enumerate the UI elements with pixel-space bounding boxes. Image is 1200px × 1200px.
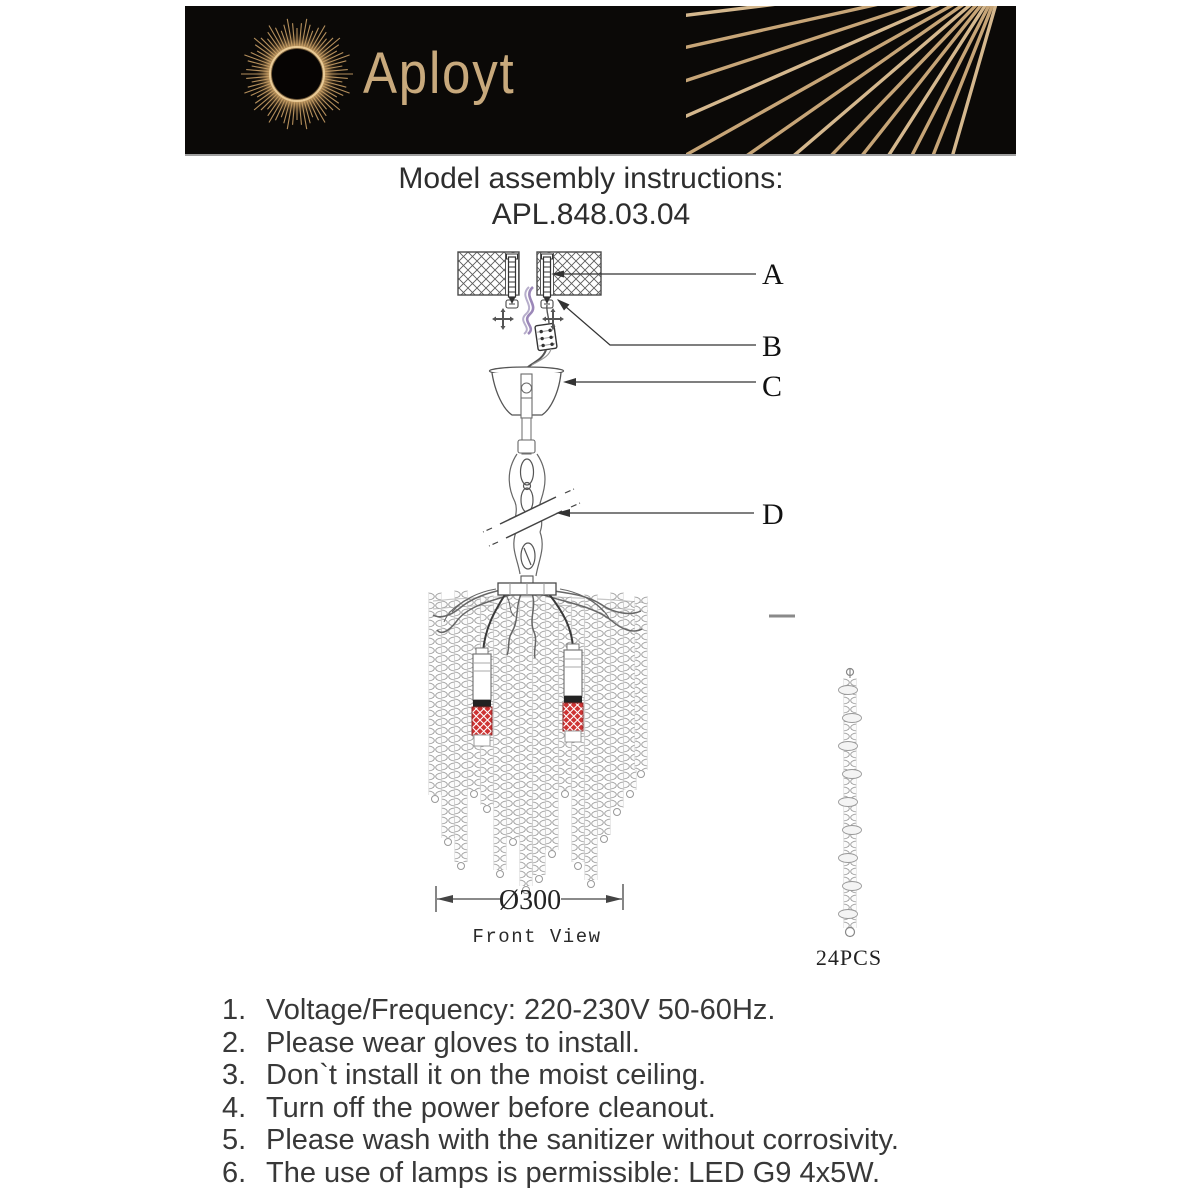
instruction-item <box>222 1124 899 1157</box>
instructions-list <box>222 994 899 1190</box>
sunburst-logo-icon <box>235 12 359 136</box>
instruction-number: 5. <box>222 1124 247 1157</box>
ceiling-canopy <box>490 367 564 454</box>
logo-core <box>272 49 322 99</box>
model-number: APL.848.03.04 <box>491 197 691 231</box>
instruction-number: 2. <box>222 1026 247 1059</box>
dimension-arrow-left <box>437 895 453 903</box>
chandelier-frame <box>498 576 556 595</box>
callout-c: C <box>762 370 783 403</box>
brand-banner <box>185 6 1016 156</box>
instruction-item <box>222 994 899 1027</box>
instruction-item <box>222 1027 899 1060</box>
callout-leaders <box>558 274 756 513</box>
view-caption: Front View <box>472 926 602 948</box>
break-mask <box>500 497 562 538</box>
instruction-number: 6. <box>222 1156 247 1189</box>
crystal-strands <box>429 590 648 894</box>
title-block <box>0 161 1182 232</box>
instruction-item <box>222 1092 899 1125</box>
callout-b: B <box>762 330 783 363</box>
instruction-number: 4. <box>222 1091 247 1124</box>
callout-a: A <box>762 258 784 291</box>
instruction-text: The use of lamps is permissible: LED G9 4x5W. <box>266 1156 881 1189</box>
ceiling-mount <box>458 252 601 367</box>
banner-rays-decoration <box>686 6 1016 154</box>
instruction-text: Please wear gloves to install. <box>266 1026 640 1059</box>
dimension-arrow-right <box>606 895 622 903</box>
instruction-text: Please wash with the sanitizer without corrosivity. <box>266 1124 899 1157</box>
dimension-label: Ø300 <box>498 885 562 916</box>
instruction-item <box>222 1059 899 1092</box>
strand-count-label: 24PCS <box>815 945 883 970</box>
instruction-text: Voltage/Frequency: 220-230V 50-60Hz. <box>266 994 776 1026</box>
callout-d: D <box>762 498 784 531</box>
page-title: Model assembly instructions: <box>398 162 784 195</box>
assembly-diagram <box>380 240 920 985</box>
instruction-item <box>222 1157 899 1190</box>
spare-strand <box>839 668 862 937</box>
instruction-number: 1. <box>222 994 247 1026</box>
instruction-text: Turn off the power before cleanout. <box>266 1091 716 1124</box>
instruction-number: 3. <box>222 1059 247 1092</box>
instruction-text: Don`t install it on the moist ceiling. <box>266 1059 707 1092</box>
brand-wordmark: Aployt <box>363 41 516 106</box>
